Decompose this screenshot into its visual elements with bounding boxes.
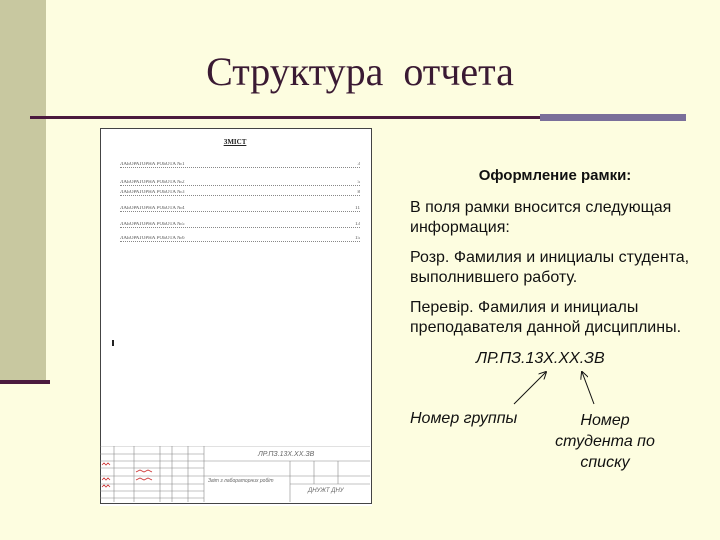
arrow-to-group-number — [514, 372, 546, 404]
stamp-organization: ДНУЖТ ДНУ — [308, 488, 344, 494]
arrow-to-student-number — [582, 372, 594, 404]
slide-title: Структура отчета — [206, 49, 514, 94]
stamp-document-title: Звіт з лабораторних робіт — [208, 478, 274, 484]
toc-title: ЗМІСТ — [223, 138, 247, 146]
toc-row-label: ЛАБОРАТОРНА РОБОТА №2 — [120, 180, 185, 185]
toc-row-label: ЛАБОРАТОРНА РОБОТА №4 — [120, 206, 185, 211]
toc-row-page: 8 — [357, 190, 360, 195]
toc-row-page: 5 — [357, 180, 360, 185]
frame-info-perevir: Перевір. Фамилия и инициалы преподавателя данной дисциплины. — [410, 299, 682, 336]
document-code-example: ЛР.ПЗ.13Х.ХХ.ЗВ — [476, 350, 605, 367]
toc-row-page: 13 — [355, 222, 360, 227]
frame-info-rozr: Розр. Фамилия и инициалы студента, выполнившего работу. — [410, 249, 690, 286]
toc-row-label: ЛАБОРАТОРНА РОБОТА №5 — [120, 222, 185, 227]
student-number-label: Номер студента по списку — [555, 412, 655, 471]
toc-row-label: ЛАБОРАТОРНА РОБОТА №3 — [120, 190, 185, 195]
stamp-document-code: ЛР.ПЗ.13Х.ХХ.ЗВ — [258, 451, 315, 458]
toc-row-page: 3 — [357, 162, 360, 167]
frame-info-intro: В поля рамки вносится следующая информация: — [410, 199, 672, 236]
toc-row-page: 11 — [355, 206, 360, 211]
toc-row-page: 15 — [355, 236, 360, 241]
frame-info-heading: Оформление рамки: — [478, 167, 632, 184]
group-number-label: Номер группы — [410, 410, 518, 427]
toc-row-label: ЛАБОРАТОРНА РОБОТА №1 — [120, 162, 185, 167]
toc-row-label: ЛАБОРАТОРНА РОБОТА №6 — [120, 236, 185, 241]
